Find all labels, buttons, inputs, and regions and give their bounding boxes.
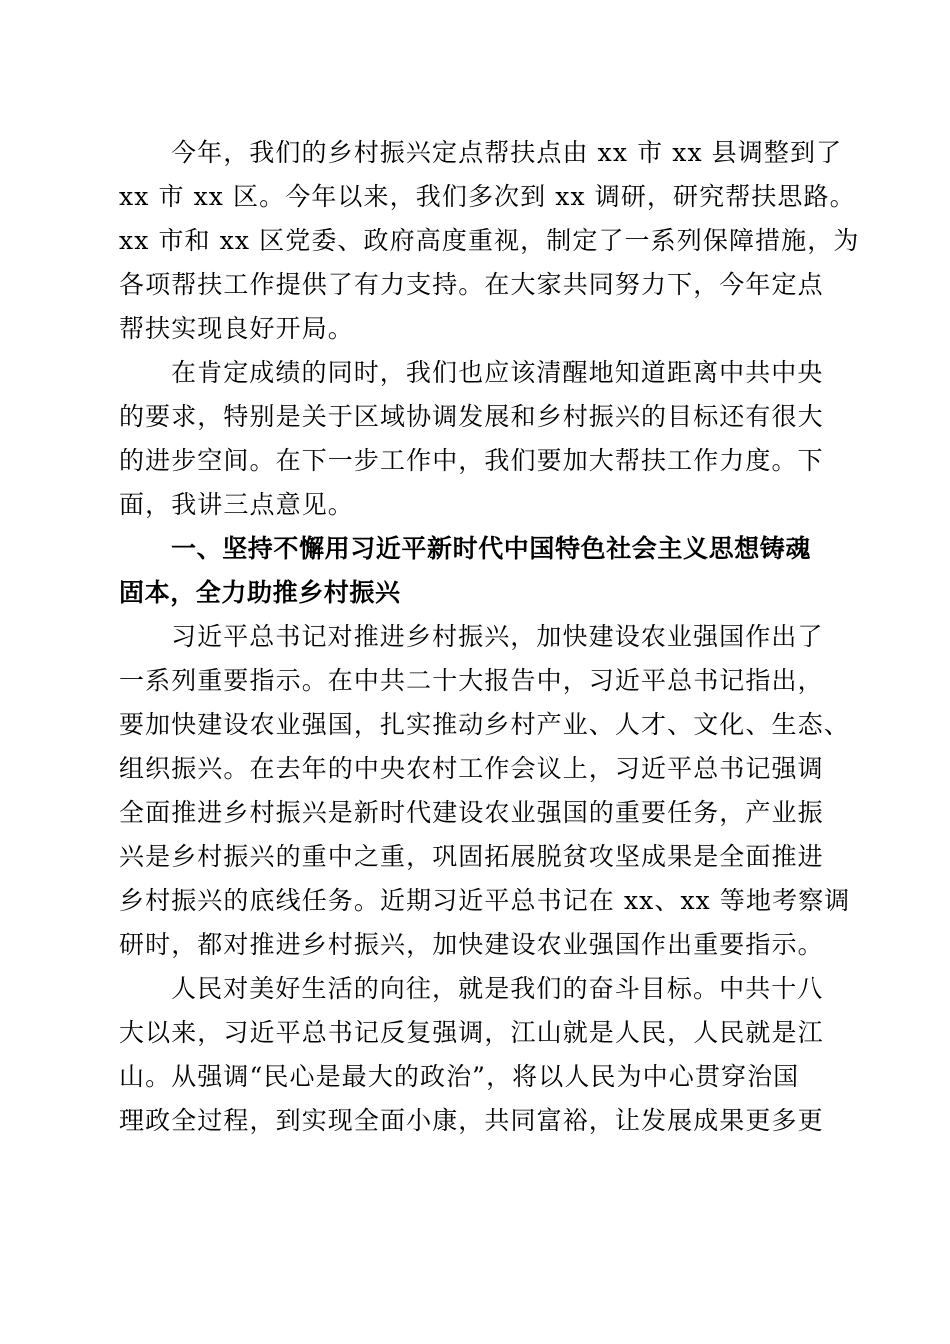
text-line: 习近平总书记对推进乡村振兴，加快建设农业强国作出了 <box>171 622 824 651</box>
text-line: 帮扶实现良好开局。 <box>119 314 354 343</box>
paragraph-4 <box>119 967 831 1143</box>
text-line: 全面推进乡村振兴是新时代建设农业强国的重要任务，产业振 <box>119 798 824 827</box>
paragraph-3 <box>119 615 851 967</box>
text-line: xx 市和 xx 区党委、政府高度重视，制定了一系列保障措施，为 <box>119 226 860 255</box>
text-line: 各项帮扶工作提供了有力支持。在大家共同努力下，今年定点 <box>119 270 824 299</box>
text-line: 人民对美好生活的向往，就是我们的奋斗目标。中共十八 <box>171 974 824 1003</box>
text-line: 大以来，习近平总书记反复强调，江山就是人民，人民就是江 <box>119 1018 824 1047</box>
text-line: 的进步空间。在下一步工作中，我们要加大帮扶工作力度。下 <box>119 446 824 475</box>
text-line: 要加快建设农业强国，扎实推动乡村产业、人才、文化、生态、 <box>119 710 850 739</box>
text-line: 组织振兴。在去年的中央农村工作会议上，习近平总书记强调 <box>119 754 824 783</box>
paragraph-1 <box>119 131 860 351</box>
text-line: xx 市 xx 区。今年以来，我们多次到 xx 调研，研究帮扶思路。 <box>119 182 856 211</box>
text-line: 山。从强调“民心是最大的政治”，将以人民为中心贯穿治国 <box>119 1062 800 1091</box>
text-line: 面，我讲三点意见。 <box>119 490 354 519</box>
text-line: 理政全过程，到实现全面小康，共同富裕，让发展成果更多更 <box>119 1106 824 1135</box>
text-line: 研时，都对推进乡村振兴，加快建设农业强国作出重要指示。 <box>119 930 824 959</box>
heading-line: 一、坚持不懈用习近平新时代中国特色社会主义思想铸魂 <box>171 534 812 563</box>
text-line: 兴是乡村振兴的重中之重，巩固拓展脱贫攻坚成果是全面推进 <box>119 842 824 871</box>
text-line: 乡村振兴的底线任务。近期习近平总书记在 xx、xx 等地考察调 <box>119 886 851 915</box>
text-line: 的要求，特别是关于区域协调发展和乡村振兴的目标还有很大 <box>119 402 824 431</box>
text-line: 在肯定成绩的同时，我们也应该清醒地知道距离中共中央 <box>171 358 824 387</box>
document-page <box>119 131 860 1143</box>
heading-line: 固本，全力助推乡村振兴 <box>119 578 401 607</box>
text-line: 一系列重要指示。在中共二十大报告中，习近平总书记指出， <box>119 666 824 695</box>
paragraph-2 <box>119 351 831 527</box>
text-line: 今年，我们的乡村振兴定点帮扶点由 xx 市 xx 县调整到了 <box>171 138 843 167</box>
section-heading-1 <box>119 527 831 615</box>
